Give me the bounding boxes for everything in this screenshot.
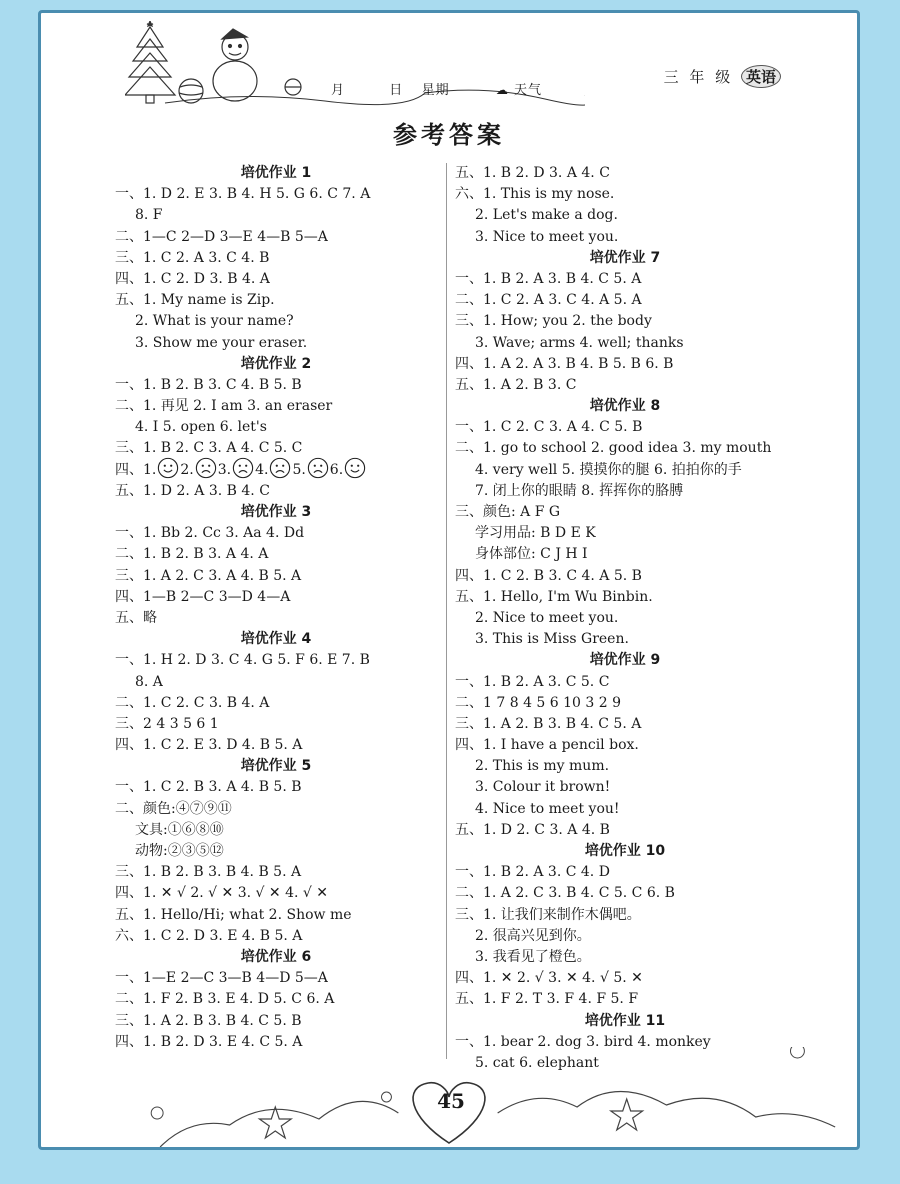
answer-line: 三、颜色: A F G bbox=[455, 504, 561, 520]
answer-line: 三、1. A 2. C 3. A 4. B 5. A bbox=[115, 567, 302, 584]
weather-label: 天气 bbox=[514, 83, 543, 98]
answer-line: 动物:②③⑤⑫ bbox=[135, 843, 224, 859]
section-heading: 培优作业 2 bbox=[240, 355, 312, 372]
answer-line: 五、1. My name is Zip. bbox=[115, 292, 275, 309]
ornament-icon bbox=[285, 79, 301, 95]
answer-line: 一、1. Bb 2. Cc 3. Aa 4. Dd bbox=[115, 525, 305, 542]
answer-line: 二、1. B 2. B 3. A 4. A bbox=[115, 546, 269, 563]
snowman-icon bbox=[213, 29, 257, 101]
answer-line: 身体部位: C J H I bbox=[475, 546, 588, 563]
page-title: 参考答案 bbox=[393, 120, 505, 149]
answer-line: 五、1. B 2. D 3. A 4. C bbox=[455, 165, 610, 181]
answer-line: 2. 很高兴见到你。 bbox=[475, 927, 591, 944]
grade-label: 三 年 级 bbox=[663, 68, 734, 86]
answer-line: 7. 闭上你的眼睛 8. 挥挥你的胳膊 bbox=[475, 482, 684, 499]
answer-line: 2. This is my mum. bbox=[475, 758, 610, 775]
answer-line: 一、1. D 2. E 3. B 4. H 5. G 6. C 7. A bbox=[115, 186, 371, 203]
section-heading: 培优作业 4 bbox=[240, 631, 312, 648]
answer-line: 二、1. C 2. C 3. B 4. A bbox=[115, 694, 270, 711]
faces-answer-row bbox=[115, 460, 437, 481]
answer-line: 二、1. C 2. A 3. C 4. A 5. A bbox=[455, 292, 642, 309]
answer-line: 三、1. A 2. B 3. B 4. C 5. A bbox=[455, 715, 642, 732]
answer-line: 四、1. C 2. D 3. B 4. A bbox=[115, 270, 270, 287]
subject-badge: 英语 bbox=[741, 65, 781, 88]
section-heading: 培优作业 10 bbox=[584, 843, 666, 859]
answer-line: 二、1. go to school 2. good idea 3. my mouth bbox=[455, 440, 772, 457]
answer-line: 五、1. Hello/Hi; what 2. Show me bbox=[115, 906, 352, 923]
answer-line: 二、1 7 8 4 5 6 10 3 2 9 bbox=[455, 694, 622, 711]
answer-page bbox=[38, 10, 860, 1150]
answer-line: 四、1. I have a pencil box. bbox=[455, 737, 639, 754]
answer-line: 五、1. F 2. T 3. F 4. F 5. F bbox=[455, 991, 639, 1008]
answer-line: 四、1. C 2. E 3. D 4. B 5. A bbox=[115, 737, 303, 754]
answer-line: 六、1. C 2. D 3. E 4. B 5. A bbox=[115, 927, 303, 944]
answer-line: 四、1—B 2—C 3—D 4—A bbox=[115, 588, 291, 605]
answer-line: 六、1. This is my nose. bbox=[455, 186, 615, 203]
answer-line: 四、1. A 2. A 3. B 4. B 5. B 6. B bbox=[455, 355, 674, 372]
answer-line: 五、略 bbox=[115, 609, 157, 626]
sad-face-icon bbox=[232, 457, 254, 479]
answer-line: 文具:①⑥⑧⑩ bbox=[135, 821, 224, 838]
section-heading: 培优作业 9 bbox=[589, 652, 661, 669]
answer-line: 3. Show me your eraser. bbox=[135, 334, 308, 351]
section-heading: 培优作业 7 bbox=[589, 249, 661, 266]
answer-line: 3. This is Miss Green. bbox=[475, 631, 629, 648]
answer-line: 四、1. C 2. B 3. C 4. A 5. B bbox=[455, 567, 642, 584]
page-number: 45 bbox=[437, 1089, 465, 1113]
answer-line: 一、1. B 2. A 3. C 4. D bbox=[455, 864, 610, 881]
circle-icon bbox=[151, 1107, 163, 1119]
answer-line: 四、1. B 2. D 3. E 4. C 5. A bbox=[115, 1033, 303, 1050]
face-item-number: 6. bbox=[329, 461, 344, 478]
answer-line: 五、1. A 2. B 3. C bbox=[455, 376, 577, 393]
answer-line: 二、1. A 2. C 3. B 4. C 5. C 6. B bbox=[455, 885, 675, 902]
answer-line: 三、1. B 2. B 3. B 4. B 5. A bbox=[115, 864, 302, 881]
answer-line: 一、1. B 2. B 3. C 4. B 5. B bbox=[115, 376, 302, 393]
section-heading: 培优作业 11 bbox=[584, 1012, 666, 1029]
section-heading: 培优作业 1 bbox=[240, 165, 312, 181]
answer-line: 8. F bbox=[135, 207, 163, 224]
section-heading: 培优作业 3 bbox=[240, 504, 312, 520]
answer-line: 8. A bbox=[135, 673, 163, 690]
answer-line: 三、1. C 2. A 3. C 4. B bbox=[115, 249, 270, 266]
happy-face-icon bbox=[157, 457, 179, 479]
answer-line: 4. very well 5. 摸摸你的腿 6. 拍拍你的手 bbox=[475, 461, 742, 478]
star-icon bbox=[259, 1107, 291, 1138]
answer-line: 3. 我看见了橙色。 bbox=[475, 948, 591, 965]
section-heading: 培优作业 5 bbox=[240, 758, 312, 775]
answer-line: 四、1. ✕ 2. √ 3. ✕ 4. √ 5. ✕ bbox=[455, 970, 643, 987]
face-item-number: 3. bbox=[217, 461, 232, 478]
answer-line: 二、1. F 2. B 3. E 4. D 5. C 6. A bbox=[115, 991, 335, 1008]
answer-line: 4. Nice to meet you! bbox=[475, 800, 620, 817]
christmas-tree-icon bbox=[125, 21, 175, 103]
answer-line: 3. Colour it brown! bbox=[475, 779, 611, 796]
answer-line: 四、1. ✕ √ 2. √ ✕ 3. √ ✕ 4. √ ✕ bbox=[115, 885, 328, 902]
month-label: 月 bbox=[331, 83, 346, 98]
weekday-label: 星期 bbox=[421, 83, 450, 98]
answer-line: 3. Wave; arms 4. well; thanks bbox=[475, 334, 684, 351]
cloud-icon: ☁ bbox=[495, 83, 509, 97]
answer-line: 三、1. B 2. C 3. A 4. C 5. C bbox=[115, 440, 303, 457]
circle-icon bbox=[790, 1047, 804, 1058]
answer-line: 一、1. C 2. C 3. A 4. C 5. B bbox=[455, 419, 643, 436]
answers-left-column bbox=[115, 163, 437, 1053]
answer-line: 一、1. B 2. A 3. C 5. C bbox=[455, 673, 610, 690]
section-heading: 培优作业 6 bbox=[240, 948, 312, 965]
answer-line: 学习用品: B D E K bbox=[475, 525, 596, 542]
answer-line: 一、1. bear 2. dog 3. bird 4. monkey bbox=[455, 1033, 711, 1050]
answer-line: 二、颜色:④⑦⑨⑪ bbox=[115, 800, 232, 817]
grade-subject bbox=[664, 65, 781, 88]
happy-face-icon bbox=[344, 457, 366, 479]
answer-line: 2. What is your name? bbox=[135, 313, 294, 330]
circle-icon bbox=[381, 1092, 391, 1102]
section-heading: 培优作业 8 bbox=[589, 398, 661, 415]
answer-line: 一、1. H 2. D 3. C 4. G 5. F 6. E 7. B bbox=[115, 652, 370, 669]
answer-line: 三、1. How; you 2. the body bbox=[455, 313, 652, 330]
answer-line: 5. cat 6. elephant bbox=[475, 1054, 599, 1071]
answer-line: 五、1. Hello, I'm Wu Binbin. bbox=[455, 588, 653, 605]
column-divider bbox=[446, 163, 447, 1059]
answers-right-column bbox=[455, 163, 795, 1074]
answer-line: 3. Nice to meet you. bbox=[475, 228, 619, 245]
answer-line: 三、1. A 2. B 3. B 4. C 5. B bbox=[115, 1012, 302, 1029]
answer-line: 2. Nice to meet you. bbox=[475, 609, 619, 626]
sad-face-icon bbox=[195, 457, 217, 479]
face-item-number: 1. bbox=[143, 461, 157, 478]
star-icon bbox=[611, 1099, 643, 1130]
answer-line: 一、1. C 2. B 3. A 4. B 5. B bbox=[115, 779, 302, 796]
answer-line: 五、1. D 2. C 3. A 4. B bbox=[455, 821, 610, 838]
answer-line: 三、2 4 3 5 6 1 bbox=[115, 715, 219, 732]
answer-line: 一、1. B 2. A 3. B 4. C 5. A bbox=[455, 270, 642, 287]
answer-line: 五、1. D 2. A 3. B 4. C bbox=[115, 482, 270, 499]
answer-line: 2. Let's make a dog. bbox=[475, 207, 618, 224]
answer-line: 4. I 5. open 6. let's bbox=[135, 419, 267, 436]
section-label: 四、 bbox=[115, 461, 143, 478]
face-item-number: 4. bbox=[255, 461, 269, 478]
answer-line: 一、1—E 2—C 3—B 4—D 5—A bbox=[115, 970, 328, 987]
answer-line: 二、1. 再见 2. I am 3. an eraser bbox=[115, 398, 333, 415]
answer-line: 三、1. 让我们来制作木偶吧。 bbox=[455, 906, 641, 923]
answer-line: 二、1—C 2—D 3—E 4—B 5—A bbox=[115, 228, 328, 245]
face-item-number: 5. bbox=[292, 461, 306, 478]
face-item-number: 2. bbox=[180, 461, 194, 478]
day-label: 日 bbox=[389, 83, 404, 98]
date-line bbox=[331, 79, 542, 98]
sad-face-icon bbox=[307, 457, 329, 479]
sad-face-icon bbox=[269, 457, 291, 479]
